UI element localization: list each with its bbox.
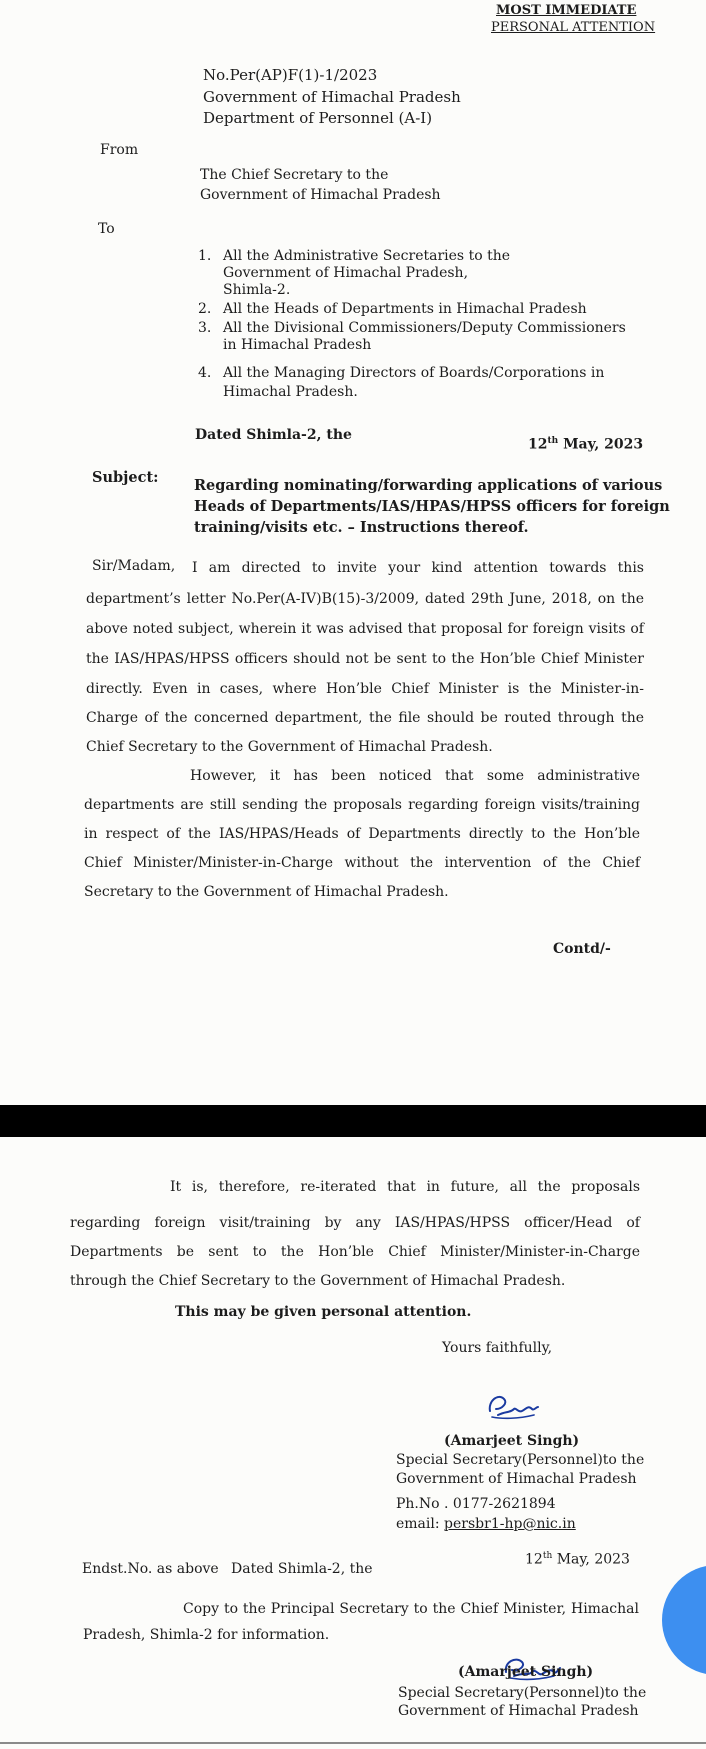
closing-line: Yours faithfully, [442,1340,553,1356]
subject-label: Subject: [92,469,159,486]
recipient-number: 2. [198,301,212,317]
priority-line-1: MOST IMMEDIATE [496,3,637,18]
paragraph-line: above noted subject, wherein it was advised that proposal for foreign visits of [86,621,644,637]
from-line-1: The Chief Secretary to the [200,167,389,183]
signatory-2-line: Government of Himachal Pradesh [398,1703,639,1719]
email-line: email: persbr1-hp@nic.in [396,1516,576,1532]
recipient-line: All the Managing Directors of Boards/Corporations in [223,365,605,381]
recipient-number: 1. [198,248,212,264]
paragraph-line: It is, therefore, re-iterated that in future, all the proposals [170,1179,640,1195]
copy-line: Copy to the Principal Secretary to the Chief Minister, Himachal [183,1601,639,1617]
government-name: Government of Himachal Pradesh [203,88,461,106]
recipient-line: Himachal Pradesh. [223,384,358,400]
endorsement-date: 12th May, 2023 [525,1551,630,1568]
signatory-2-line: Special Secretary(Personnel)to the [398,1685,647,1701]
recipient-line: All the Heads of Departments in Himachal Pradesh [223,301,587,317]
paragraph-line: departments are still sending the proposals regarding foreign visits/training [84,797,640,813]
subject-line: training/visits etc. – Instructions thereof. [194,519,529,536]
dated-label: Dated Shimla-2, the [195,427,352,443]
recipient-line: in Himachal Pradesh [223,337,372,353]
paragraph-line: Chief Minister/Minister-in-Charge without the intervention of the Chief [84,855,640,871]
signatory-2-name: (Amarjeet Singh) [458,1664,594,1680]
email-link[interactable]: persbr1-hp@nic.in [444,1516,576,1532]
reference-number: No.Per(AP)F(1)-1/2023 [203,66,378,84]
priority-line-2: PERSONAL ATTENTION [491,20,656,35]
paragraph-line: directly. Even in cases, where Hon’ble Chief Minister is the Minister-in- [86,681,644,697]
paragraph-line: regarding foreign visit/training by any IAS/HPAS/HPSS officer/Head of [70,1215,640,1231]
paragraph-line: the IAS/HPAS/HPSS officers should not be sent to the Hon’ble Chief Minister [86,651,644,667]
paragraph-line: in respect of the IAS/HPAS/Heads of Departments directly to the Hon’ble [84,826,640,842]
paragraph-line: Chief Secretary to the Government of Himachal Pradesh. [86,739,493,755]
page-divider [0,1105,706,1137]
salutation: Sir/Madam, [92,558,176,574]
recipient-number: 3. [198,320,212,336]
paragraph-line: I am directed to invite your kind attention towards this [192,560,644,576]
from-line-2: Government of Himachal Pradesh [200,187,441,203]
paragraph-line: Charge of the concerned department, the file should be routed through the [86,710,644,726]
department-name: Department of Personnel (A-I) [203,109,433,127]
from-label: From [100,142,139,158]
recipient-number: 4. [198,365,212,381]
signatory-line: Ph.No . 0177-2621894 [396,1496,556,1512]
paragraph-line: However, it has been noticed that some administrative [190,768,640,784]
subject-line: Regarding nominating/forwarding applications of various [194,477,663,494]
paragraph-line: Departments be sent to the Hon’ble Chief Minister/Minister-in-Charge [70,1244,640,1260]
handwritten-signature [484,1391,542,1423]
copy-line: Pradesh, Shimla-2 for information. [83,1627,330,1643]
recipient-line: All the Administrative Secretaries to the [223,248,510,264]
paragraph-line: Secretary to the Government of Himachal Pradesh. [84,884,449,900]
paragraph-line: department’s letter No.Per(A-IV)B(15)-3/2009, dated 29th June, 2018, on the [86,591,644,607]
signatory-line: Government of Himachal Pradesh [396,1471,637,1487]
endorsement-number: Endst.No. as above [82,1561,219,1577]
page-bottom-edge [0,1742,706,1744]
signatory-name: (Amarjeet Singh) [444,1433,580,1449]
recipient-line: Government of Himachal Pradesh, [223,265,469,281]
paragraph-line: through the Chief Secretary to the Government of Himachal Pradesh. [70,1273,566,1289]
signatory-line: Special Secretary(Personnel)to the [396,1452,645,1468]
continued-marker: Contd/- [553,941,611,957]
recipient-line: Shimla-2. [223,282,291,298]
endorsement-dated: Dated Shimla-2, the [231,1561,373,1577]
to-label: To [98,221,115,237]
letter-date: 12th May, 2023 [528,436,644,453]
attention-line: This may be given personal attention. [175,1304,472,1320]
subject-line: Heads of Departments/IAS/HPAS/HPSS officers for foreign [194,498,670,515]
recipient-line: All the Divisional Commissioners/Deputy Commissioners [223,320,626,336]
